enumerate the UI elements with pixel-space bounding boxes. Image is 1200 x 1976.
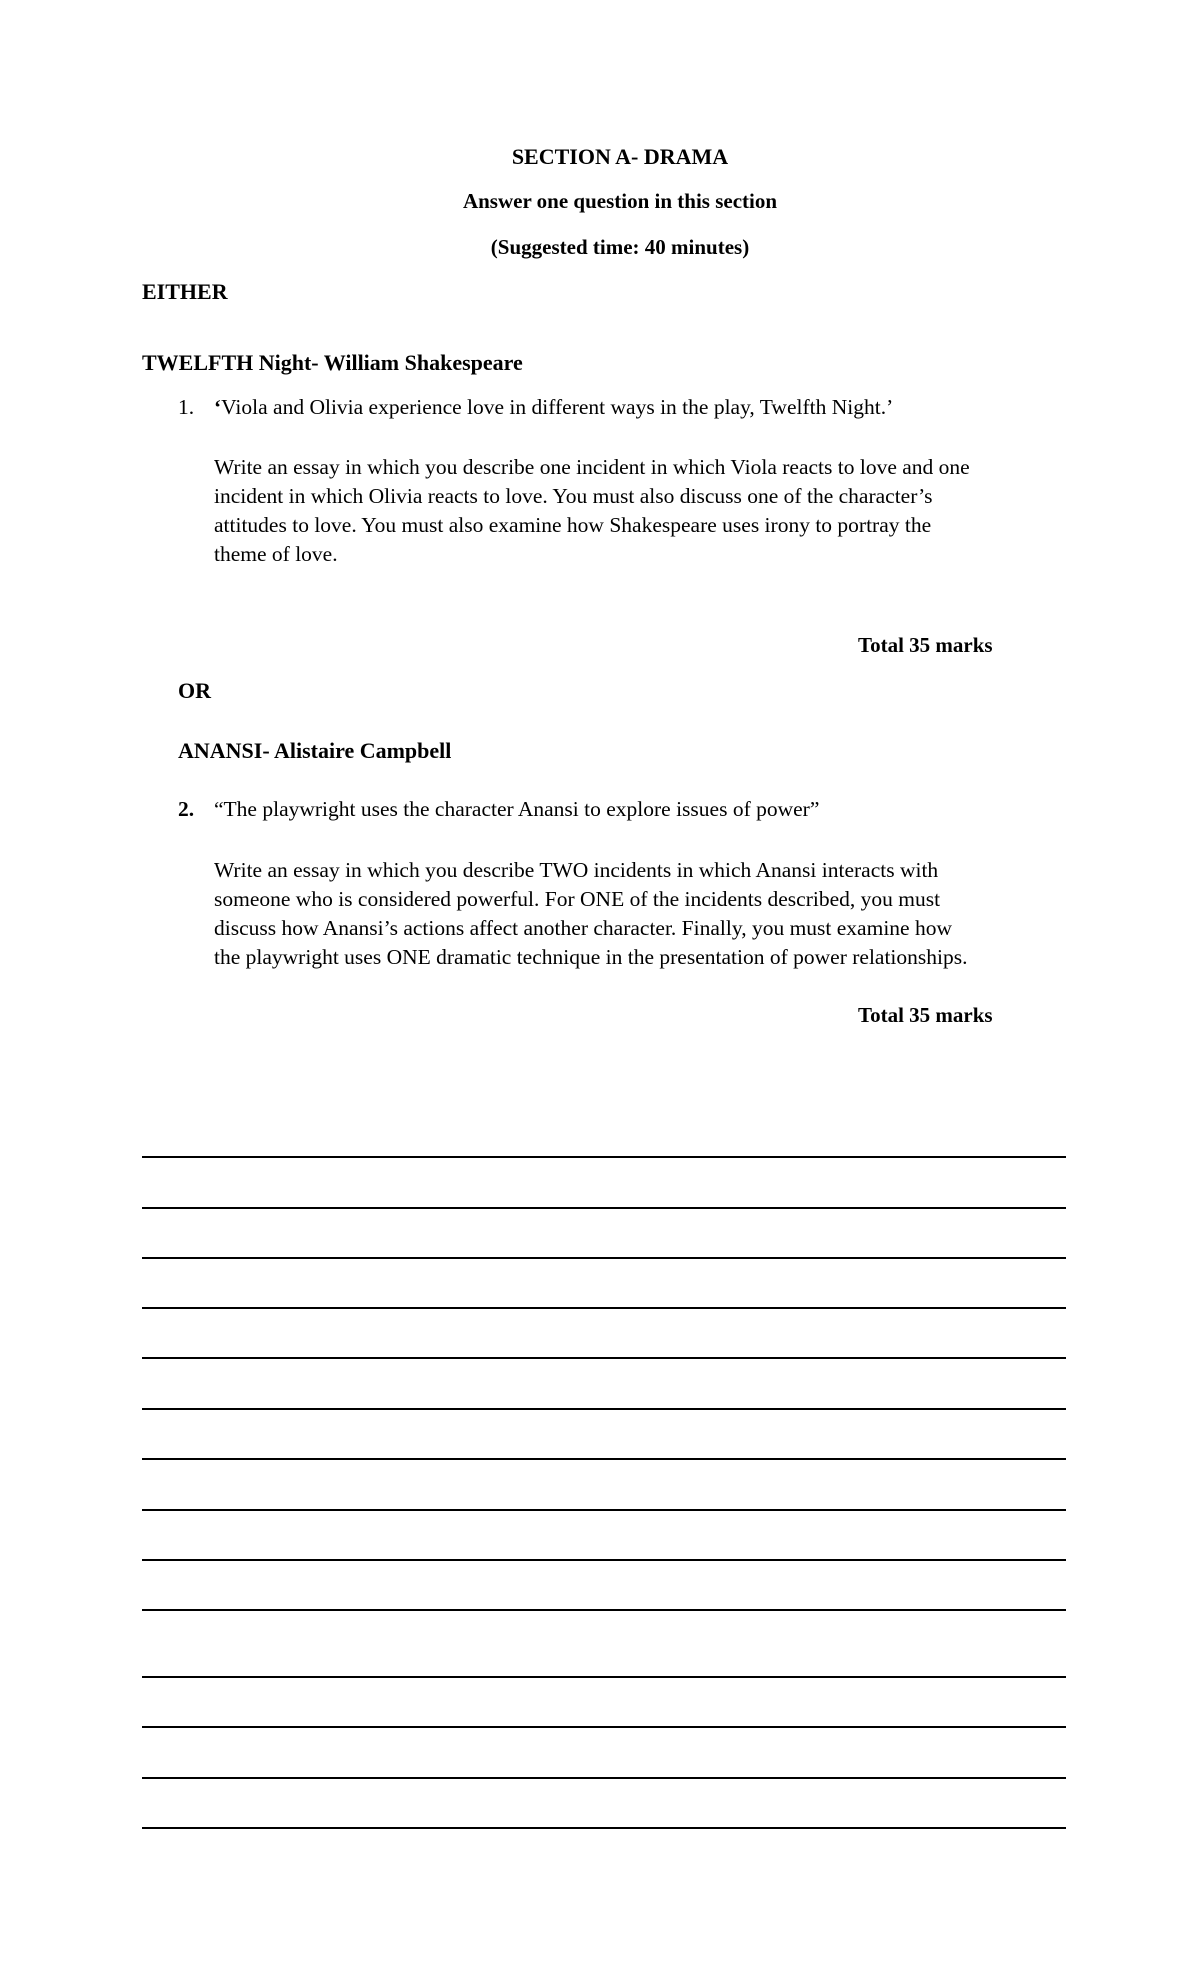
answer-line bbox=[142, 1676, 1066, 1678]
question2-line: discuss how Anansi’s actions affect another character. Finally, you must examine how bbox=[214, 916, 952, 940]
either-label: EITHER bbox=[142, 279, 228, 304]
time-note: (Suggested time: 40 minutes) bbox=[490, 235, 750, 259]
or-label: OR bbox=[178, 678, 211, 703]
question1-line: Write an essay in which you describe one incident in which Viola reacts to love and one bbox=[214, 455, 970, 479]
answer-line bbox=[142, 1726, 1066, 1728]
answer-line bbox=[142, 1357, 1066, 1359]
question1-line: theme of love. bbox=[214, 542, 338, 566]
question1-heading: TWELFTH Night- William Shakespeare bbox=[142, 350, 523, 375]
answer-line bbox=[142, 1458, 1066, 1460]
answer-line bbox=[142, 1408, 1066, 1410]
question2-line: someone who is considered powerful. For ONE of the incidents described, you must bbox=[214, 887, 941, 911]
answer-line bbox=[142, 1777, 1066, 1779]
question1-line: attitudes to love. You must also examine how Shakespeare uses irony to portray the bbox=[214, 513, 932, 537]
answer-line bbox=[142, 1827, 1066, 1829]
question2-heading: ANANSI- Alistaire Campbell bbox=[178, 738, 452, 763]
question2-line: Write an essay in which you describe TWO incidents in which Anansi interacts with bbox=[214, 858, 939, 882]
answer-line bbox=[142, 1307, 1066, 1309]
answer-line bbox=[142, 1509, 1066, 1511]
question2-marks: Total 35 marks bbox=[858, 1003, 993, 1027]
answer-line bbox=[142, 1609, 1066, 1611]
question1-body bbox=[214, 453, 1094, 569]
answer-line bbox=[142, 1257, 1066, 1259]
question2-line: the playwright uses ONE dramatic technique in the presentation of power relationships. bbox=[214, 945, 968, 969]
question2-quote: “The playwright uses the character Anansi to explore issues of power” bbox=[214, 797, 820, 821]
question1-number: 1. bbox=[178, 395, 195, 419]
question1-quote: ‘Viola and Olivia experience love in different ways in the play, Twelfth Night.’ bbox=[214, 395, 894, 419]
answer-line bbox=[142, 1156, 1066, 1158]
answer-line bbox=[142, 1207, 1066, 1209]
question2-number: 2. bbox=[178, 797, 195, 821]
question1-marks: Total 35 marks bbox=[858, 633, 993, 657]
question2-body bbox=[214, 856, 1094, 972]
question1-line: incident in which Olivia reacts to love. You must also discuss one of the character’s bbox=[214, 484, 933, 508]
instruction-text: Answer one question in this section bbox=[462, 189, 778, 213]
section-title: SECTION A- DRAMA bbox=[511, 144, 729, 169]
answer-line bbox=[142, 1559, 1066, 1561]
